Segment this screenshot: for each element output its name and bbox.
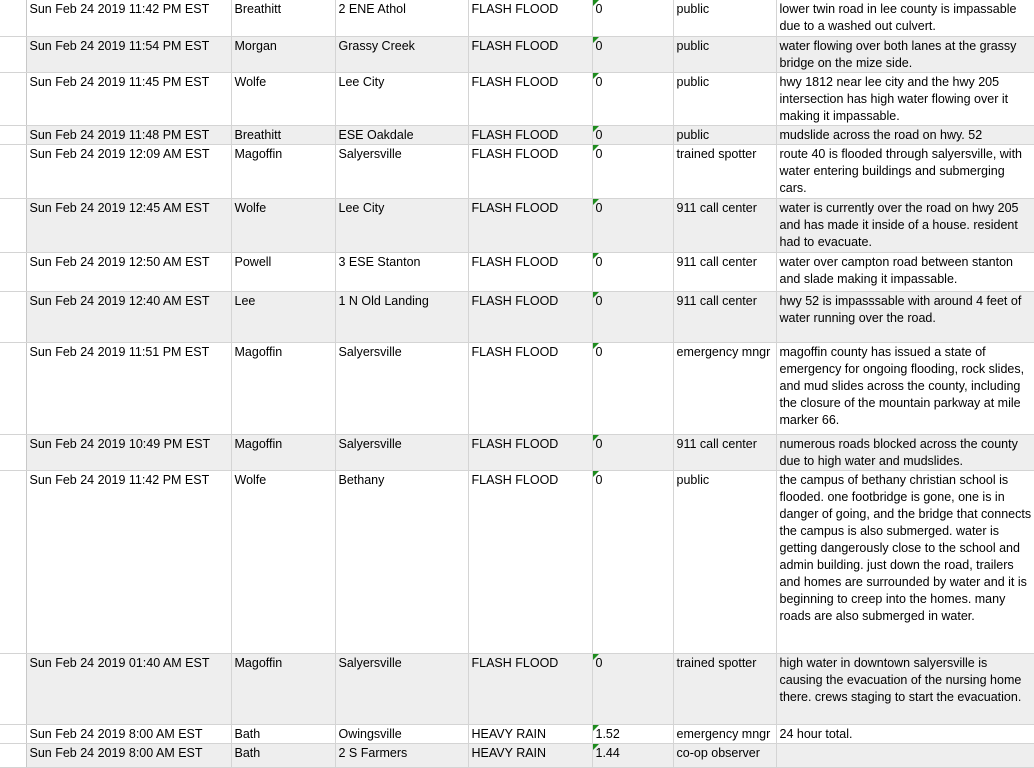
- cell-magnitude[interactable]: 0: [592, 653, 673, 724]
- cell-source[interactable]: 911 call center: [673, 291, 776, 342]
- cell-county[interactable]: Morgan: [231, 36, 335, 72]
- table-row: [0, 198, 1034, 252]
- cell-magnitude[interactable]: 0: [592, 252, 673, 291]
- cell-location[interactable]: Salyersville: [335, 653, 468, 724]
- cell-source[interactable]: public: [673, 125, 776, 144]
- cell-remarks[interactable]: hwy 1812 near lee city and the hwy 205 intersection has high water flowing over it making it impassable.: [776, 72, 1034, 125]
- cell-source[interactable]: 911 call center: [673, 252, 776, 291]
- cell-date[interactable]: Sun Feb 24 2019 8:00 AM EST: [26, 724, 231, 743]
- cell-county[interactable]: Breathitt: [231, 0, 335, 36]
- row-gutter[interactable]: [0, 36, 26, 72]
- cell-date[interactable]: Sun Feb 24 2019 11:48 PM EST: [26, 125, 231, 144]
- cell-county[interactable]: Wolfe: [231, 72, 335, 125]
- cell-magnitude[interactable]: 0: [592, 144, 673, 198]
- cell-source[interactable]: public: [673, 36, 776, 72]
- table-row: [0, 434, 1034, 470]
- cell-event-type[interactable]: FLASH FLOOD: [468, 434, 592, 470]
- cell-county[interactable]: Magoffin: [231, 144, 335, 198]
- cell-magnitude[interactable]: 0: [592, 198, 673, 252]
- cell-location[interactable]: Grassy Creek: [335, 36, 468, 72]
- cell-source[interactable]: co-op observer: [673, 743, 776, 767]
- cell-county[interactable]: Magoffin: [231, 342, 335, 434]
- table-row: [0, 342, 1034, 434]
- cell-location[interactable]: 3 ESE Stanton: [335, 252, 468, 291]
- row-gutter[interactable]: [0, 342, 26, 434]
- row-gutter[interactable]: [0, 144, 26, 198]
- cell-remarks[interactable]: magoffin county has issued a state of emergency for ongoing flooding, rock slides, and mud slides across the county, including the closure of the mountain parkway at mile marker 66.: [776, 342, 1034, 434]
- cell-event-type[interactable]: FLASH FLOOD: [468, 470, 592, 653]
- row-gutter[interactable]: [0, 291, 26, 342]
- cell-county[interactable]: Wolfe: [231, 198, 335, 252]
- cell-county[interactable]: Magoffin: [231, 653, 335, 724]
- cell-location[interactable]: Salyersville: [335, 144, 468, 198]
- cell-location[interactable]: Salyersville: [335, 342, 468, 434]
- cell-date[interactable]: Sun Feb 24 2019 11:42 PM EST: [26, 0, 231, 36]
- cell-magnitude[interactable]: 0: [592, 36, 673, 72]
- cell-date[interactable]: Sun Feb 24 2019 12:45 AM EST: [26, 198, 231, 252]
- cell-source[interactable]: trained spotter: [673, 653, 776, 724]
- cell-source[interactable]: public: [673, 470, 776, 653]
- table-row: [0, 743, 1034, 767]
- cell-county[interactable]: Powell: [231, 252, 335, 291]
- cell-magnitude[interactable]: 1.52: [592, 724, 673, 743]
- cell-location[interactable]: Lee City: [335, 72, 468, 125]
- cell-remarks[interactable]: water flowing over both lanes at the grassy bridge on the mize side.: [776, 36, 1034, 72]
- cell-date[interactable]: Sun Feb 24 2019 10:49 PM EST: [26, 434, 231, 470]
- table-row: [0, 653, 1034, 724]
- cell-remarks[interactable]: route 40 is flooded through salyersville, with water entering buildings and submerging cars.: [776, 144, 1034, 198]
- cell-date[interactable]: Sun Feb 24 2019 12:40 AM EST: [26, 291, 231, 342]
- cell-event-type[interactable]: HEAVY RAIN: [468, 743, 592, 767]
- cell-remarks[interactable]: [776, 743, 1034, 767]
- row-gutter[interactable]: [0, 72, 26, 125]
- cell-event-type[interactable]: HEAVY RAIN: [468, 724, 592, 743]
- table-row: [0, 125, 1034, 144]
- cell-remarks[interactable]: the campus of bethany christian school is flooded. one footbridge is gone, one is in danger of going, and the bridge that connects the campus is also submerged. water is getting dangerously close to the school and admin building. just down the road, trailers and homes are surrounded by water and it is beginning to creep into the homes. many roads are also submerged in water.: [776, 470, 1034, 653]
- cell-magnitude[interactable]: 0: [592, 72, 673, 125]
- cell-location[interactable]: Salyersville: [335, 434, 468, 470]
- cell-remarks[interactable]: water over campton road between stanton and slade making it impassable.: [776, 252, 1034, 291]
- cell-magnitude[interactable]: 0: [592, 291, 673, 342]
- cell-county[interactable]: Breathitt: [231, 125, 335, 144]
- table-row: [0, 724, 1034, 743]
- cell-event-type[interactable]: FLASH FLOOD: [468, 252, 592, 291]
- cell-magnitude[interactable]: 0: [592, 342, 673, 434]
- cell-source[interactable]: 911 call center: [673, 434, 776, 470]
- cell-county[interactable]: Wolfe: [231, 470, 335, 653]
- cell-event-type[interactable]: FLASH FLOOD: [468, 291, 592, 342]
- cell-source[interactable]: public: [673, 0, 776, 36]
- cell-event-type[interactable]: FLASH FLOOD: [468, 144, 592, 198]
- table-row: [0, 291, 1034, 342]
- cell-county[interactable]: Bath: [231, 743, 335, 767]
- cell-event-type[interactable]: FLASH FLOOD: [468, 342, 592, 434]
- cell-source[interactable]: emergency mngr: [673, 724, 776, 743]
- cell-date[interactable]: Sun Feb 24 2019 11:42 PM EST: [26, 470, 231, 653]
- row-gutter[interactable]: [0, 125, 26, 144]
- cell-magnitude[interactable]: 0: [592, 434, 673, 470]
- table-row: [0, 252, 1034, 291]
- cell-date[interactable]: Sun Feb 24 2019 11:51 PM EST: [26, 342, 231, 434]
- cell-date[interactable]: Sun Feb 24 2019 11:54 PM EST: [26, 36, 231, 72]
- cell-event-type[interactable]: FLASH FLOOD: [468, 198, 592, 252]
- cell-remarks[interactable]: numerous roads blocked across the county due to high water and mudslides.: [776, 434, 1034, 470]
- cell-remarks[interactable]: high water in downtown salyersville is causing the evacuation of the nursing home there. crews staging to start the evacuation.: [776, 653, 1034, 724]
- table-row: [0, 36, 1034, 72]
- cell-event-type[interactable]: FLASH FLOOD: [468, 72, 592, 125]
- cell-event-type[interactable]: FLASH FLOOD: [468, 653, 592, 724]
- cell-magnitude[interactable]: 0: [592, 125, 673, 144]
- table-row: [0, 72, 1034, 125]
- row-gutter[interactable]: [0, 252, 26, 291]
- cell-remarks[interactable]: lower twin road in lee county is impassable due to a washed out culvert.: [776, 0, 1034, 36]
- cell-source[interactable]: emergency mngr: [673, 342, 776, 434]
- cell-county[interactable]: Lee: [231, 291, 335, 342]
- cell-remarks[interactable]: hwy 52 is impasssable with around 4 feet of water running over the road.: [776, 291, 1034, 342]
- row-gutter[interactable]: [0, 434, 26, 470]
- row-gutter[interactable]: [0, 198, 26, 252]
- cell-location[interactable]: 2 S Farmers: [335, 743, 468, 767]
- table-row: [0, 470, 1034, 653]
- cell-remarks[interactable]: water is currently over the road on hwy 205 and has made it inside of a house. resident had to evacuate.: [776, 198, 1034, 252]
- cell-location[interactable]: Owingsville: [335, 724, 468, 743]
- row-gutter[interactable]: [0, 653, 26, 724]
- cell-event-type[interactable]: FLASH FLOOD: [468, 125, 592, 144]
- cell-event-type[interactable]: FLASH FLOOD: [468, 36, 592, 72]
- cell-county[interactable]: Bath: [231, 724, 335, 743]
- cell-magnitude[interactable]: 1.44: [592, 743, 673, 767]
- cell-magnitude[interactable]: 0: [592, 470, 673, 653]
- cell-source[interactable]: public: [673, 72, 776, 125]
- cell-date[interactable]: Sun Feb 24 2019 12:50 AM EST: [26, 252, 231, 291]
- cell-date[interactable]: Sun Feb 24 2019 11:45 PM EST: [26, 72, 231, 125]
- cell-source[interactable]: trained spotter: [673, 144, 776, 198]
- cell-date[interactable]: Sun Feb 24 2019 8:00 AM EST: [26, 743, 231, 767]
- cell-event-type[interactable]: FLASH FLOOD: [468, 0, 592, 36]
- row-gutter[interactable]: [0, 0, 26, 36]
- cell-location[interactable]: 1 N Old Landing: [335, 291, 468, 342]
- table-row: [0, 144, 1034, 198]
- row-gutter[interactable]: [0, 724, 26, 743]
- cell-location[interactable]: 2 ENE Athol: [335, 0, 468, 36]
- table-row: [0, 0, 1034, 36]
- cell-location[interactable]: ESE Oakdale: [335, 125, 468, 144]
- cell-location[interactable]: Bethany: [335, 470, 468, 653]
- cell-location[interactable]: Lee City: [335, 198, 468, 252]
- cell-remarks[interactable]: 24 hour total.: [776, 724, 1034, 743]
- cell-county[interactable]: Magoffin: [231, 434, 335, 470]
- cell-date[interactable]: Sun Feb 24 2019 01:40 AM EST: [26, 653, 231, 724]
- row-gutter[interactable]: [0, 470, 26, 653]
- cell-remarks[interactable]: mudslide across the road on hwy. 52: [776, 125, 1034, 144]
- cell-magnitude[interactable]: 0: [592, 0, 673, 36]
- cell-date[interactable]: Sun Feb 24 2019 12:09 AM EST: [26, 144, 231, 198]
- cell-source[interactable]: 911 call center: [673, 198, 776, 252]
- row-gutter[interactable]: [0, 743, 26, 767]
